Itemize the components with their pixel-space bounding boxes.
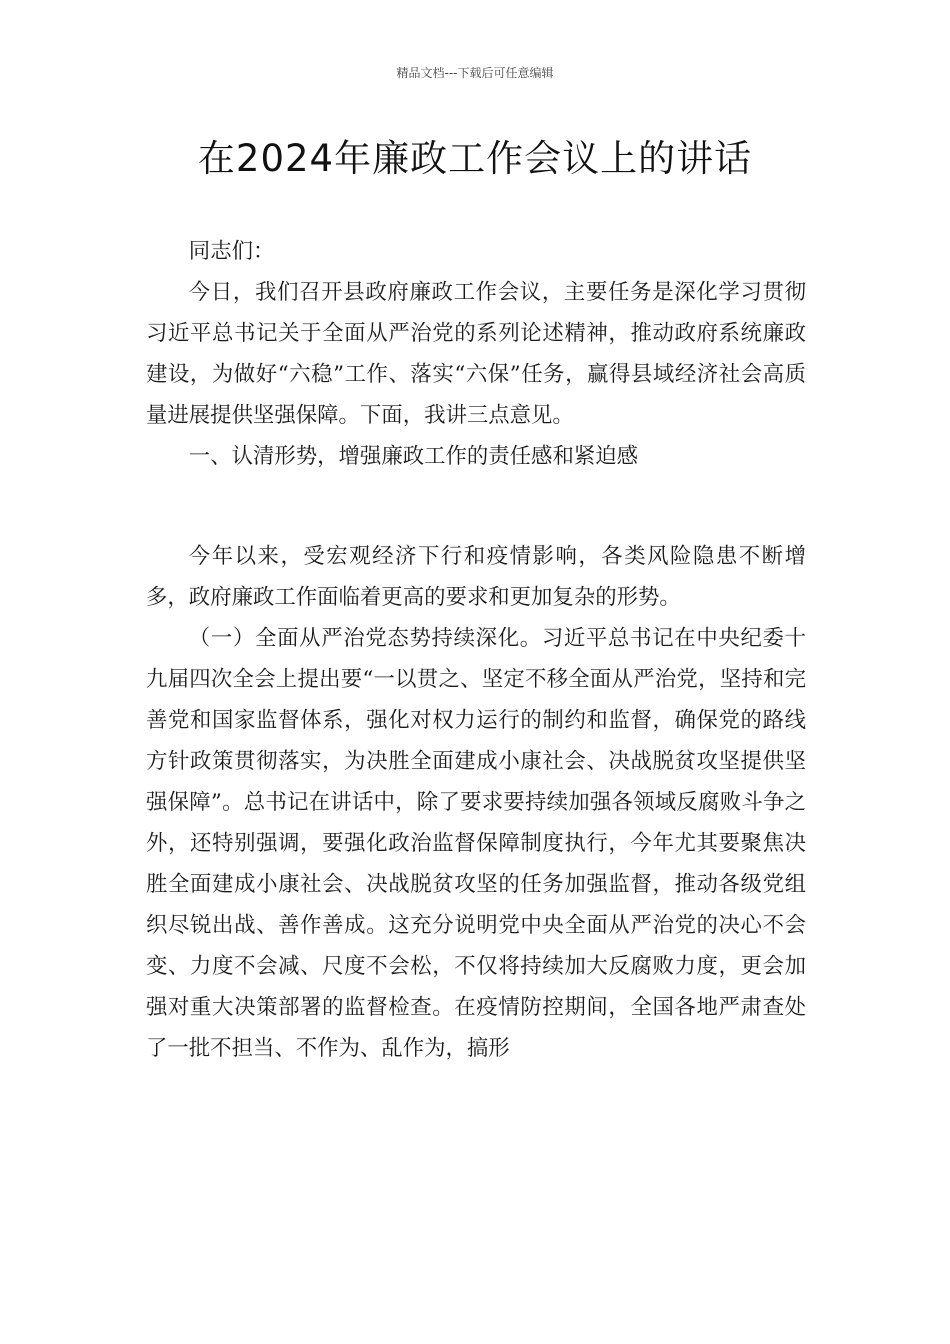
document-body <box>146 231 806 1069</box>
intro-paragraph: 今日，我们召开县政府廉政工作会议，主要任务是深化学习贯彻习近平总书记关于全面从严治党的系列论述精神，推动政府系统廉政建设，为做好“六稳”工作、落实“六保”任务，赢得县域经济社会高质量进展提供坚强保障。下面，我讲三点意见。 <box>146 280 806 428</box>
section-heading: 一、认清形势，增强廉政工作的责任感和紧迫感 <box>188 444 639 469</box>
salutation-paragraph: 同志们： <box>188 239 275 264</box>
document-title: 在2024年廉政工作会议上的讲话 <box>197 137 753 180</box>
header-note: 精品文档---下载后可任意编辑 <box>396 66 554 80</box>
body-paragraph: （一）全面从严治党态势持续深化。习近平总书记在中央纪委十九届四次全会上提出要“一以贯之、坚定不移全面从严治党，坚持和完善党和国家监督体系，强化对权力运行的制约和监督，确保党的路线方针政策贯彻落实，为决胜全面建成小康社会、决战脱贫攻坚提供坚强保障”。总书记在讲话中，除了要求要持续加强各领域反腐败斗争之外，还特别强调，要强化政治监督保障制度执行，今年尤其要聚焦决胜全面建成小康社会、决战脱贫攻坚的任务加强监督，推动各级党组织尽锐出战、善作善成。这充分说明党中央全面从严治党的决心不会变、力度不会减、尺度不会松，不仅将持续加大反腐败力度，更会加强对重大决策部署的监督检查。在疫情防控期间，全国各地严肃查处了一批不担当、不作为、乱作为，搞形 <box>146 626 806 1061</box>
body-paragraph: 今年以来，受宏观经济下行和疫情影响，各类风险隐患不断增多，政府廉政工作面临着更高的要求和更加复杂的形势。 <box>146 544 806 610</box>
